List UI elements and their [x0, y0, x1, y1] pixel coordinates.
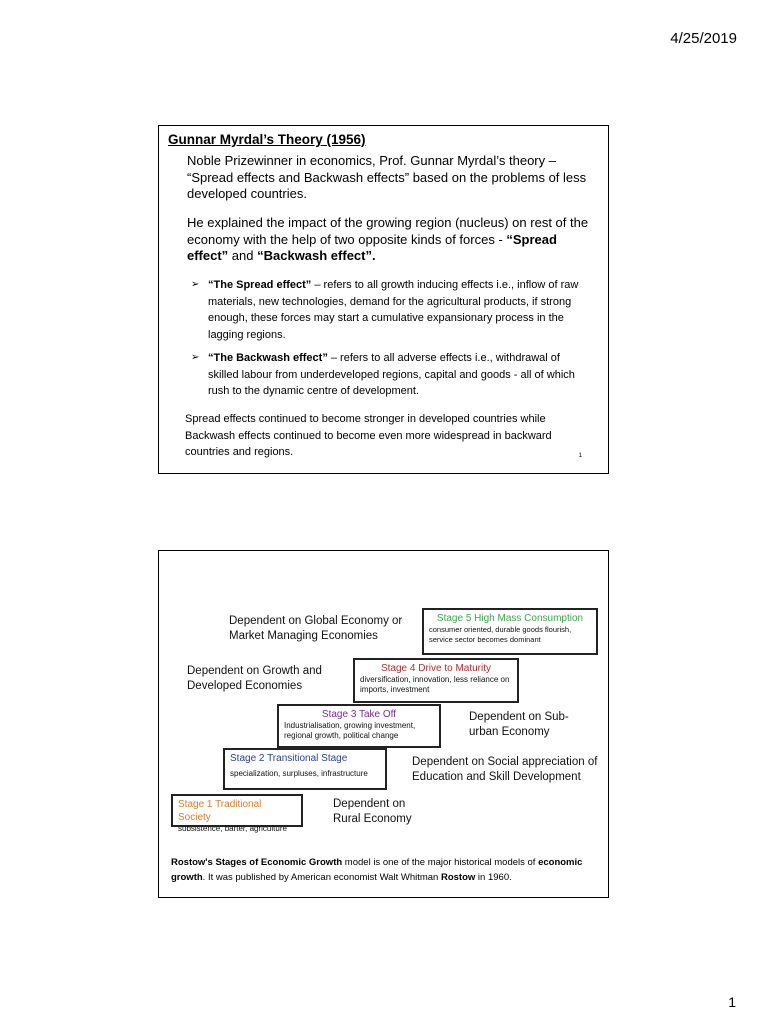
stage-desc: subsistence, barter, agriculture — [178, 824, 287, 833]
dependency-stage-2: Dependent on Social appreciation of Education and Skill Development — [412, 756, 598, 783]
stage-title: Stage 1 Traditional Society — [178, 799, 262, 823]
bullet-spread-effect — [191, 277, 589, 343]
bullet-backwash-effect — [191, 350, 589, 400]
slide-number: 1 — [578, 453, 582, 459]
stage-desc: specialization, surpluses, infrastructure — [230, 769, 368, 778]
dependency-stage-1: Dependent on Rural Economy — [333, 798, 412, 825]
stage-desc: diversification, innovation, less reliance on imports, investment — [360, 675, 510, 694]
slide-footnote: Spread effects continued to become stronger in developed countries while Backwash effects continued to become even more widespread in backward countries and regions. — [185, 413, 552, 458]
forces-paragraph — [187, 215, 592, 265]
stage-5-box — [422, 608, 598, 655]
spread-effect-term: “Spread effect” — [187, 231, 557, 263]
arrow-bullet-icon: ➢ — [191, 279, 200, 290]
stage-title: Stage 5 High Mass Consumption — [436, 613, 584, 624]
slide-myrdal-theory — [158, 125, 609, 474]
bullet-backwash-title: “The Backwash effect” — [208, 352, 328, 364]
stage-title: Stage 3 Take Off — [321, 709, 397, 720]
dependency-stage-4: Dependent on Growth and Developed Economies — [187, 665, 322, 692]
stage-4-box — [353, 658, 519, 703]
caption-bold-2: economic growth — [171, 857, 583, 883]
backwash-effect-term: “Backwash effect”. — [257, 248, 376, 263]
stage-title: Stage 4 Drive to Maturity — [380, 663, 492, 674]
bullet-backwash-text: – refers to all adverse effects i.e., withdrawal of skilled labour from underdeveloped regions, capital and goods - all of which rush to the dynamic centre of development. — [208, 352, 575, 397]
forces-and: and — [228, 248, 258, 263]
bullet-spread-title: “The Spread effect” — [208, 279, 312, 291]
stage-3-box — [277, 704, 441, 748]
stage-title: Stage 2 Transitional Stage — [230, 753, 348, 764]
caption-bold-3: Rostow — [440, 872, 476, 883]
stage-desc: Industrialisation, growing investment, regional growth, political change — [284, 721, 416, 740]
dependency-stage-5: Dependent on Global Economy or Market Managing Economies — [229, 615, 403, 642]
page-number: 1 — [728, 994, 736, 1010]
arrow-bullet-icon: ➢ — [191, 352, 200, 363]
page-date: 4/25/2019 — [670, 30, 737, 47]
caption-bold-1: Rostow's Stages of Economic Growth — [171, 857, 343, 868]
stage-1-box — [171, 794, 303, 833]
slide-title: Gunnar Myrdal’s Theory (1956) — [168, 132, 366, 147]
bullet-spread-text: – refers to all growth inducing effects i.e., inflow of raw materials, new technologies, demand for the agricultural products, if strong enough, these forces may start a cumulative expansionary process in the lagging regions. — [208, 279, 579, 341]
caption-text-3: in 1960. — [475, 872, 512, 883]
stage-2-box — [223, 748, 387, 790]
stage-desc: consumer oriented, durable goods flourish, service sector becomes dominant — [429, 625, 572, 644]
slide-rostow-stages — [158, 550, 609, 898]
dependency-stage-3: Dependent on Sub-urban Economy — [469, 711, 569, 738]
forces-text: He explained the impact of the growing region (nucleus) on rest of the economy with the help of two opposite kinds of forces - — [187, 215, 589, 247]
caption-text-1: model is one of the major historical models of — [342, 857, 539, 868]
intro-paragraph: Noble Prizewinner in economics, Prof. Gunnar Myrdal’s theory – “Spread effects and Backwash effects” based on the problems of less developed countries. — [187, 153, 587, 201]
caption-text-2: . It was published by American economist Walt Whitman — [202, 872, 441, 883]
rostow-caption — [171, 855, 601, 885]
